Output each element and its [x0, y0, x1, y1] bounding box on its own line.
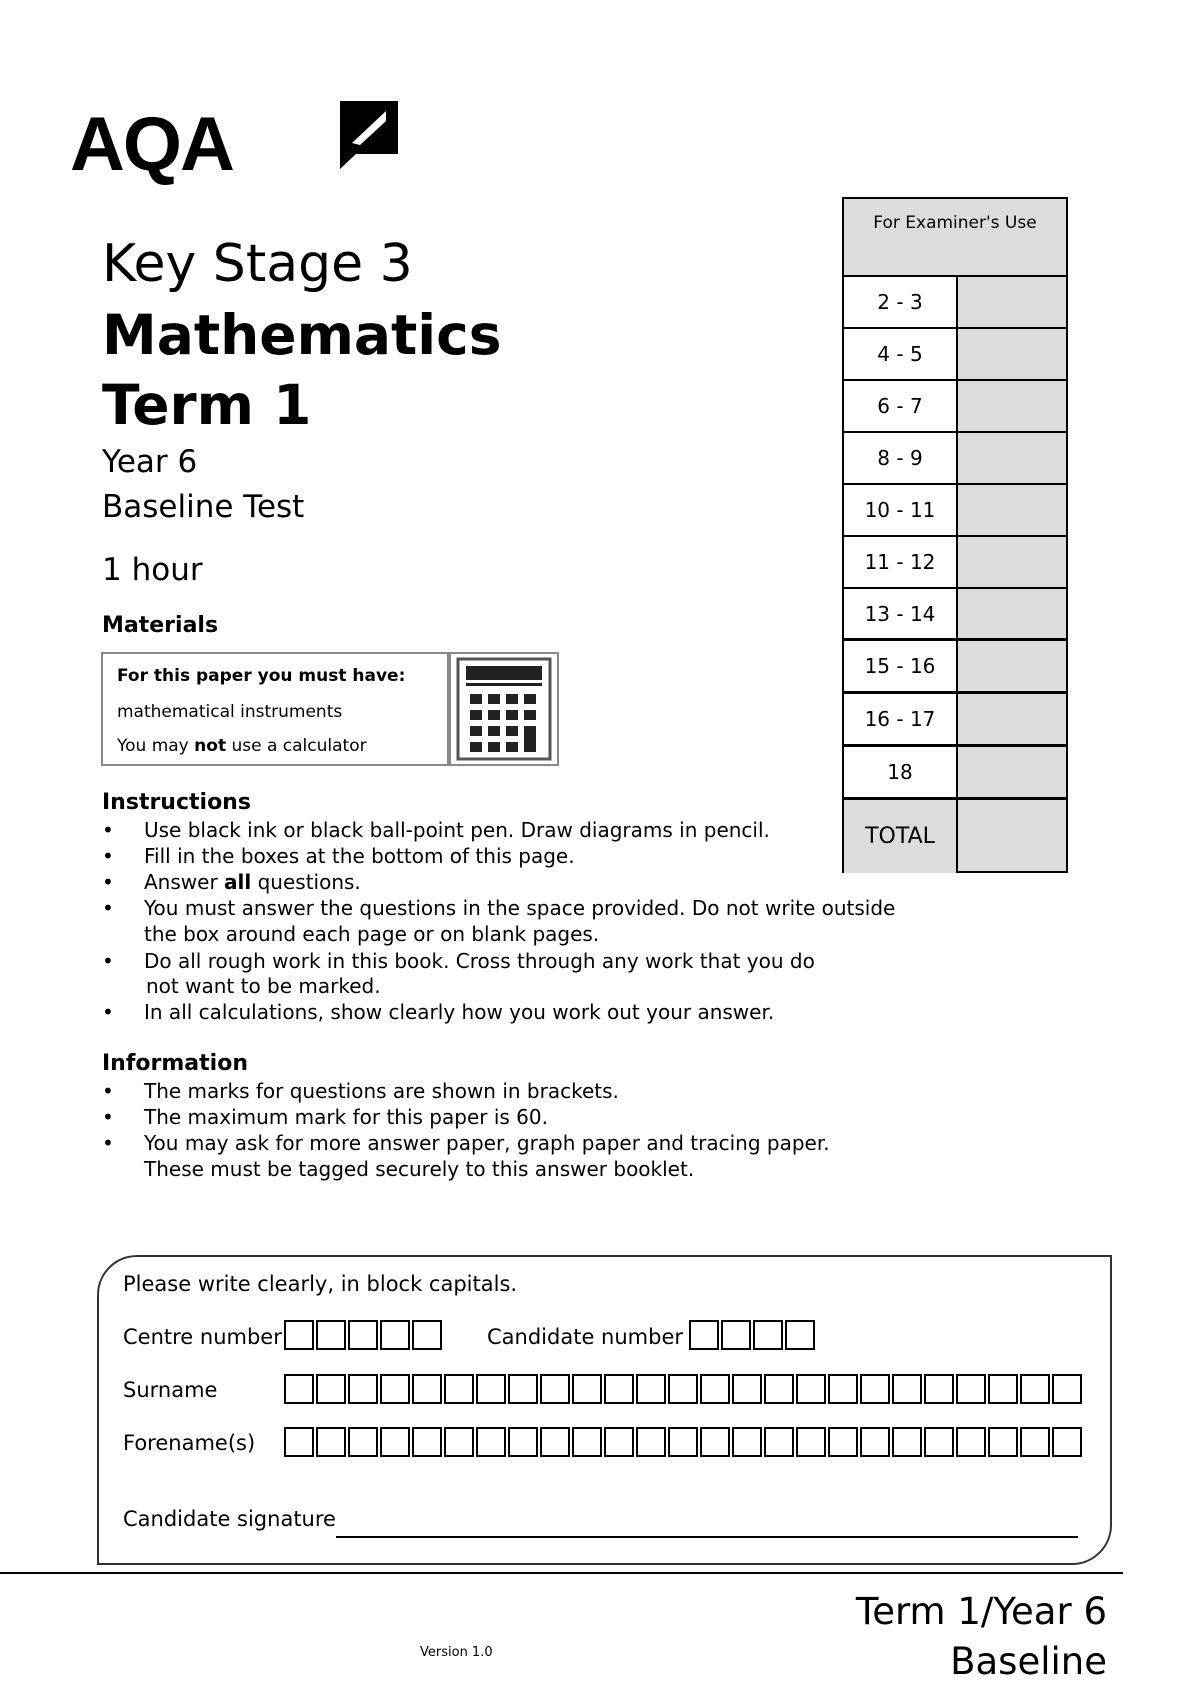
candidate-number-field[interactable]	[689, 1320, 817, 1350]
centre-number-label: Centre number	[123, 1325, 282, 1349]
examiner-total-row: TOTAL	[844, 800, 1066, 873]
materials-box	[101, 652, 449, 766]
footer-title-line1: Term 1/Year 6	[855, 1590, 1107, 1633]
instructions-list: • Use black ink or black ball-point pen. Draw diagrams in pencil. • Fill in the boxes at the bottom of this page. • Answer all questions. • You must answer the questions in the space provided. Do not write outside the box around each page or on blank pages. • Do all rough work in this book. Cross through any work that you do not want to be marked. • In all calculations, show clearly how you work out your answer.	[102, 818, 896, 1024]
examiner-row: 18	[844, 747, 1066, 800]
footer-title-line2: Baseline	[950, 1640, 1107, 1683]
title-duration: 1 hour	[102, 552, 203, 588]
information-list: • The marks for questions are shown in brackets. • The maximum mark for this paper is 60. • You may ask for more answer paper, graph paper and tracing paper. These must be tagged securely to this answer booklet.	[102, 1079, 830, 1181]
title-term: Term 1	[102, 373, 312, 437]
calculator-box	[449, 652, 559, 766]
signature-label: Candidate signature	[123, 1507, 336, 1531]
version-label: Version 1.0	[420, 1645, 493, 1660]
examiner-row: 6 - 7	[844, 381, 1066, 433]
examiner-row: 8 - 9	[844, 433, 1066, 485]
materials-item: mathematical instruments	[117, 702, 343, 722]
examiner-row: 2 - 3	[844, 277, 1066, 329]
examiner-row: 11 - 12	[844, 537, 1066, 589]
aqa-flag-logo-icon	[280, 99, 400, 169]
centre-number-field[interactable]	[284, 1320, 444, 1350]
title-year: Year 6	[102, 444, 198, 480]
instructions-heading: Instructions	[102, 790, 251, 815]
aqa-logo-text: AQA	[70, 102, 233, 187]
surname-label: Surname	[123, 1378, 218, 1402]
forename-label: Forename(s)	[123, 1431, 256, 1455]
examiner-row: 15 - 16	[844, 641, 1066, 694]
calculator-icon	[451, 654, 557, 764]
materials-heading: Materials	[102, 613, 219, 638]
examiner-use-table	[842, 197, 1068, 873]
materials-calculator-note: You may not use a calculator	[117, 736, 367, 756]
candidate-number-label: Candidate number	[487, 1325, 683, 1349]
materials-must-have: For this paper you must have:	[117, 666, 406, 686]
examiner-row: 16 - 17	[844, 694, 1066, 747]
forename-field[interactable]	[284, 1427, 1084, 1457]
aqa-logo	[70, 95, 340, 195]
title-stage: Key Stage 3	[102, 234, 413, 294]
examiner-row: 10 - 11	[844, 485, 1066, 537]
footer-divider	[0, 1572, 1123, 1574]
candidate-instruction: Please write clearly, in block capitals.	[123, 1272, 518, 1296]
signature-field[interactable]	[336, 1536, 1078, 1538]
information-heading: Information	[102, 1051, 248, 1076]
title-subject: Mathematics	[102, 303, 502, 367]
examiner-row: 13 - 14	[844, 589, 1066, 641]
surname-field[interactable]	[284, 1374, 1084, 1404]
title-test: Baseline Test	[102, 489, 305, 525]
examiner-table-heading: For Examiner's Use	[844, 199, 1066, 277]
candidate-details-box	[97, 1255, 1112, 1565]
examiner-row: 4 - 5	[844, 329, 1066, 381]
